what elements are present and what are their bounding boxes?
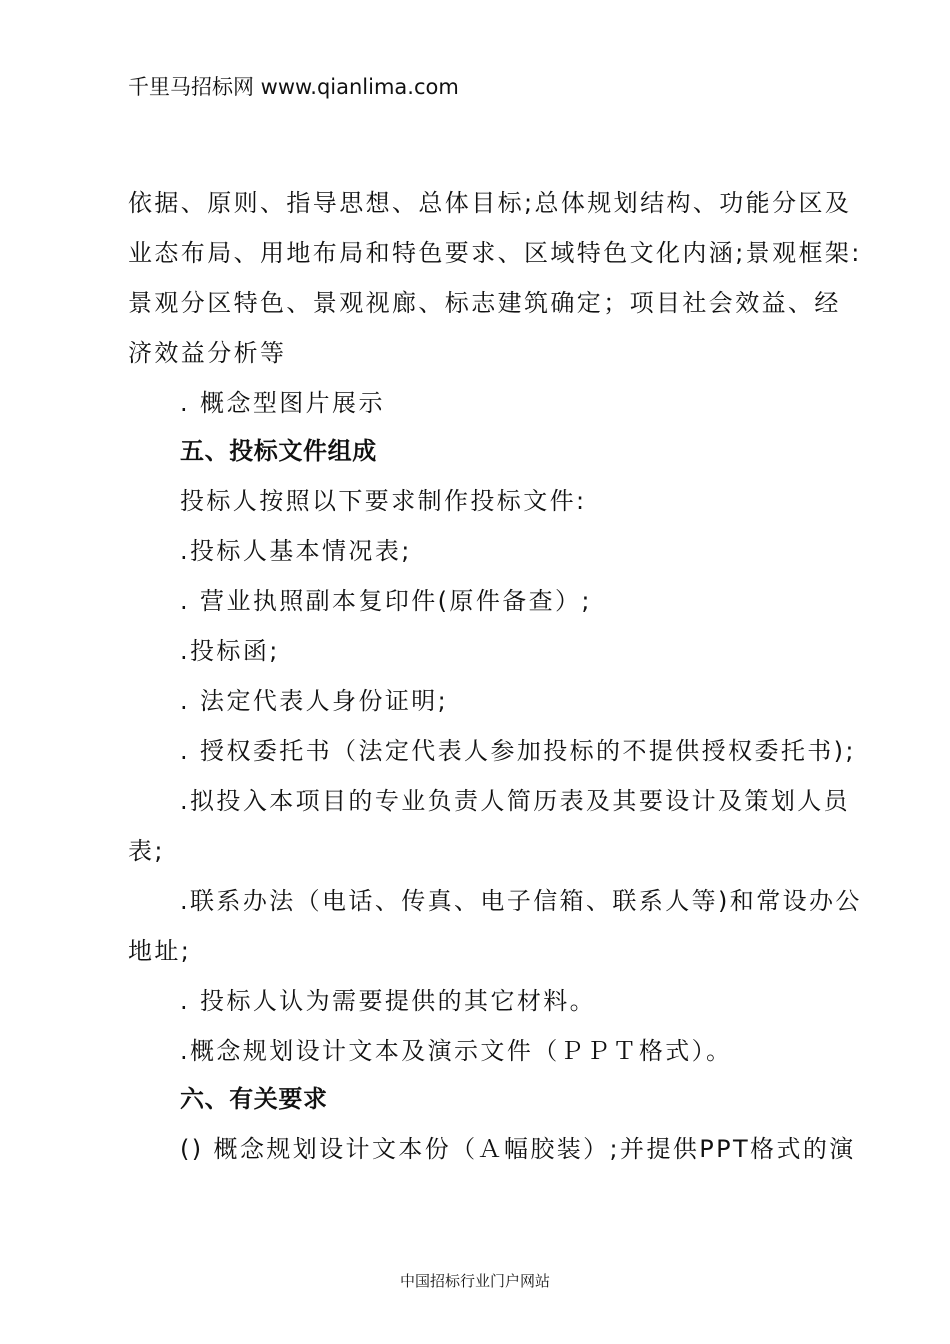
list-item: .拟投入本项目的专业负责人简历表及其要设计及策划人员 — [180, 787, 851, 815]
list-item: .概念规划设计文本及演示文件（ＰＰＴ格式）。 — [180, 1037, 733, 1065]
paragraph-line: () 概念规划设计文本份（Ａ幅胶装）;并提供PPT格式的演 — [180, 1135, 856, 1163]
list-item: . 概念型图片展示 — [180, 389, 385, 417]
section-heading: 五、投标文件组成 — [180, 437, 377, 465]
section-heading: 六、有关要求 — [180, 1085, 328, 1113]
paragraph-line: 依据、原则、指导思想、总体目标;总体规划结构、功能分区及 — [128, 189, 852, 217]
list-item: . 投标人认为需要提供的其它材料。 — [180, 987, 597, 1015]
paragraph-line: 济效益分析等 — [128, 339, 287, 367]
paragraph-line: 景观分区特色、景观视廊、标志建筑确定；项目社会效益、经 — [128, 289, 841, 317]
paragraph-line: 业态布局、用地布局和特色要求、区域特色文化内涵;景观框架: — [128, 239, 862, 267]
site-header: 千里马招标网 www.qianlima.com — [128, 75, 459, 99]
list-item-continuation: 表; — [128, 837, 165, 865]
list-item: . 法定代表人身份证明; — [180, 687, 449, 715]
list-item: .投标函; — [180, 637, 280, 665]
list-item: .投标人基本情况表; — [180, 537, 412, 565]
paragraph-line: 投标人按照以下要求制作投标文件: — [180, 487, 587, 515]
list-item: . 营业执照副本复印件(原件备查）; — [180, 587, 592, 615]
page-footer: 中国招标行业门户网站 — [399, 1272, 550, 1290]
list-item-continuation: 地址; — [128, 937, 192, 965]
list-item: .联系办法（电话、传真、电子信箱、联系人等)和常设办公 — [180, 887, 862, 915]
list-item: . 授权委托书（法定代表人参加投标的不提供授权委托书); — [180, 737, 856, 765]
